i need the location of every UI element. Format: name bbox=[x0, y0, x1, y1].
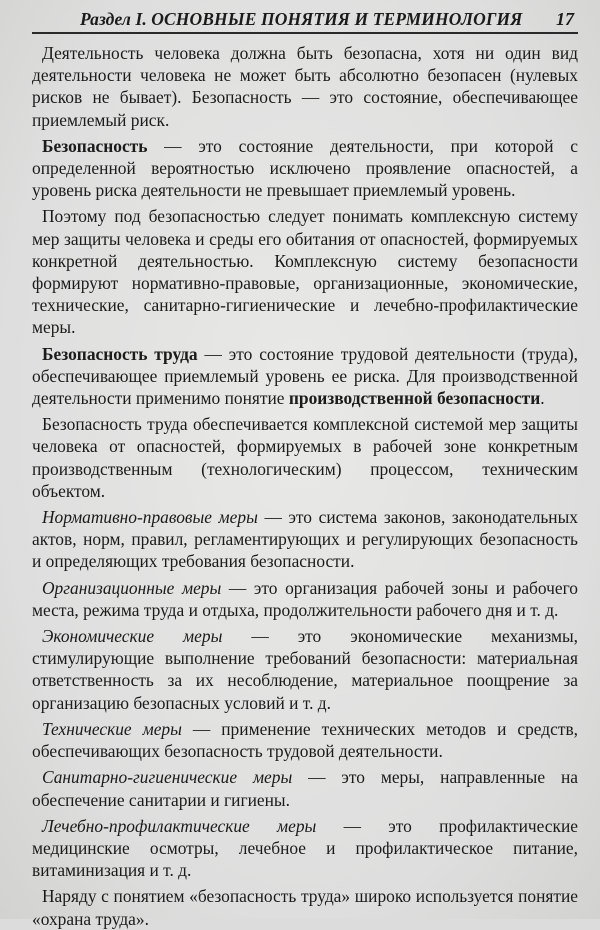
defined-term: Безопасность bbox=[42, 135, 148, 156]
paragraph-measure: Лечебно-профилактические меры — это профилактические медицинские осмотры, лечебное и профилактическое питание, витаминизация и т. д. bbox=[32, 815, 578, 881]
measure-term: Технические меры bbox=[42, 718, 182, 739]
paragraph-measure: Технические меры — применение технических методов и средств, обеспечивающих безопасность трудовой деятельности. bbox=[32, 718, 579, 762]
paragraph-definition: Безопасность труда — это состояние трудовой деятельности (труда), обеспечивающее приемлемый уровень ее риска. Для производственной деятельности применимо понятие производственной безопасности. bbox=[32, 343, 578, 409]
section-title: Раздел I. ОСНОВНЫЕ ПОНЯТИЯ И ТЕРМИНОЛОГИЯ bbox=[80, 9, 523, 29]
paragraph-measure: Нормативно-правовые меры — это система законов, законодательных актов, норм, правил, регламентирующих и регулирующих безопасность и определяющих требования безопасности. bbox=[32, 507, 578, 572]
page-number: 17 bbox=[556, 9, 574, 29]
paragraph: Наряду с понятием «безопасность труда» широко используется понятие «охрана труда». bbox=[32, 886, 578, 929]
defined-term: производственной безопасности bbox=[288, 388, 541, 409]
paragraph-measure: Организационные меры — это организация рабочей зоны и рабочего места, режима труда и отдыха, продолжительности рабочего дня и т. д. bbox=[32, 577, 579, 620]
paragraph: Безопасность труда обеспечивается комплексной системой мер защиты человека от опасностей, формируемых в рабочей зоне конкретным производственным (технологическим) процессом, техническим объектом. bbox=[32, 414, 578, 501]
page-body bbox=[32, 34, 578, 930]
defined-term: Безопасность труда bbox=[42, 343, 198, 364]
paragraph-measure: Санитарно-гигиенические меры — это меры, направленные на обеспечение санитарии и гигиены. bbox=[32, 767, 578, 810]
measure-term: Лечебно-профилактические меры bbox=[42, 815, 317, 836]
paragraph-measure: Экономические меры — это экономические механизмы, стимулирующие выполнение требований безопасности: материальная ответственность за их несоблюдение, материальное поощрение за организацию безопасных условий и т. д. bbox=[32, 626, 578, 713]
running-header bbox=[32, 0, 578, 34]
paragraph: Деятельность человека должна быть безопасна, хотя ни один вид деятельности человека не может быть абсолютно безопасен (нулевых рисков не бывает). Безопасность — это состояние, обеспечивающее приемлемый риск. bbox=[32, 43, 578, 130]
measure-term: Организационные меры bbox=[42, 577, 222, 598]
measure-term: Нормативно-правовые меры bbox=[42, 507, 258, 528]
paragraph-definition: Безопасность — это состояние деятельности, при которой с определенной вероятностью исключено проявление опасностей, а уровень риска деятельности не превышает приемлемый уровень. bbox=[32, 135, 578, 201]
paragraph: Поэтому под безопасностью следует понимать комплексную систему мер защиты человека и среды его обитания от опасностей, формируемых конкретной деятельностью. Комплексную систему безопасности формируют нормативно-правовые, организационные, экономические, технические, санитарно-гигиенические и лечебно-профилактические меры. bbox=[32, 206, 578, 338]
measure-term: Экономические меры bbox=[42, 626, 223, 647]
measure-term: Санитарно-гигиенические меры bbox=[42, 767, 293, 788]
